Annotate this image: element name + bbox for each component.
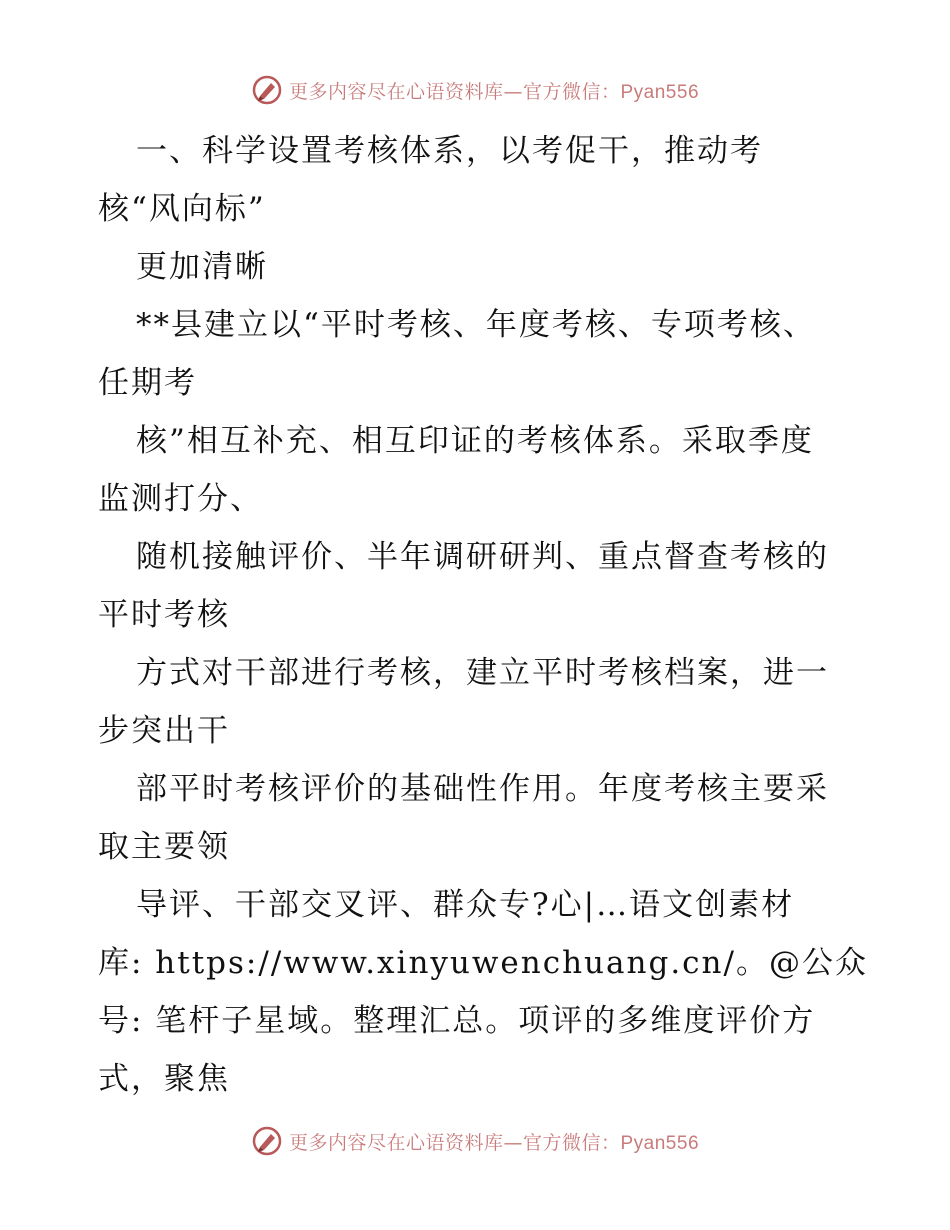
text-line: 步突出干 — [98, 713, 230, 749]
text-line: 核”相互补充、相互印证的考核体系。采取季度 — [136, 423, 814, 459]
wechat-id: Pyan556 — [620, 1132, 700, 1154]
text-line: 号: 笔杆子星域。整理汇总。项评的多维度评价方 — [98, 1003, 816, 1039]
wechat-id: Pyan556 — [620, 81, 700, 103]
header-watermark — [0, 70, 950, 110]
text-line: 导评、干部交叉评、群众专?心|…语文创素材 — [136, 887, 795, 923]
text-line: 一、科学设置考核体系，以考促干，推动考 — [136, 133, 763, 169]
text-line: 式，聚焦 — [98, 1061, 230, 1097]
text-line: 监测打分、 — [98, 481, 263, 517]
text-line: 库: https://www.xinyuwenchuang.cn/。@公众 — [98, 945, 868, 981]
text-line: **县建立以“平时考核、年度考核、专项考核、 — [136, 307, 816, 343]
text-line: 核“风向标” — [98, 191, 266, 227]
pen-logo-icon — [251, 1125, 283, 1157]
document-body — [98, 122, 868, 1108]
text-line: 随机接触评价、半年调研研判、重点督查考核的 — [136, 539, 829, 575]
text-line: 更加清晰 — [136, 249, 268, 285]
text-line: 方式对干部进行考核，建立平时考核档案，进一 — [136, 655, 829, 691]
text-line: 平时考核 — [98, 597, 230, 633]
text-line: 部平时考核评价的基础性作用。年度考核主要采 — [136, 771, 829, 807]
watermark-text: 更多内容尽在心语资料库—官方微信：Pyan556 — [288, 1131, 700, 1154]
text-line: 任期考 — [98, 365, 197, 401]
text-line: 取主要领 — [98, 829, 230, 865]
footer-watermark — [0, 1121, 950, 1161]
pen-logo-icon — [251, 74, 283, 106]
watermark-text: 更多内容尽在心语资料库—官方微信：Pyan556 — [288, 80, 700, 103]
